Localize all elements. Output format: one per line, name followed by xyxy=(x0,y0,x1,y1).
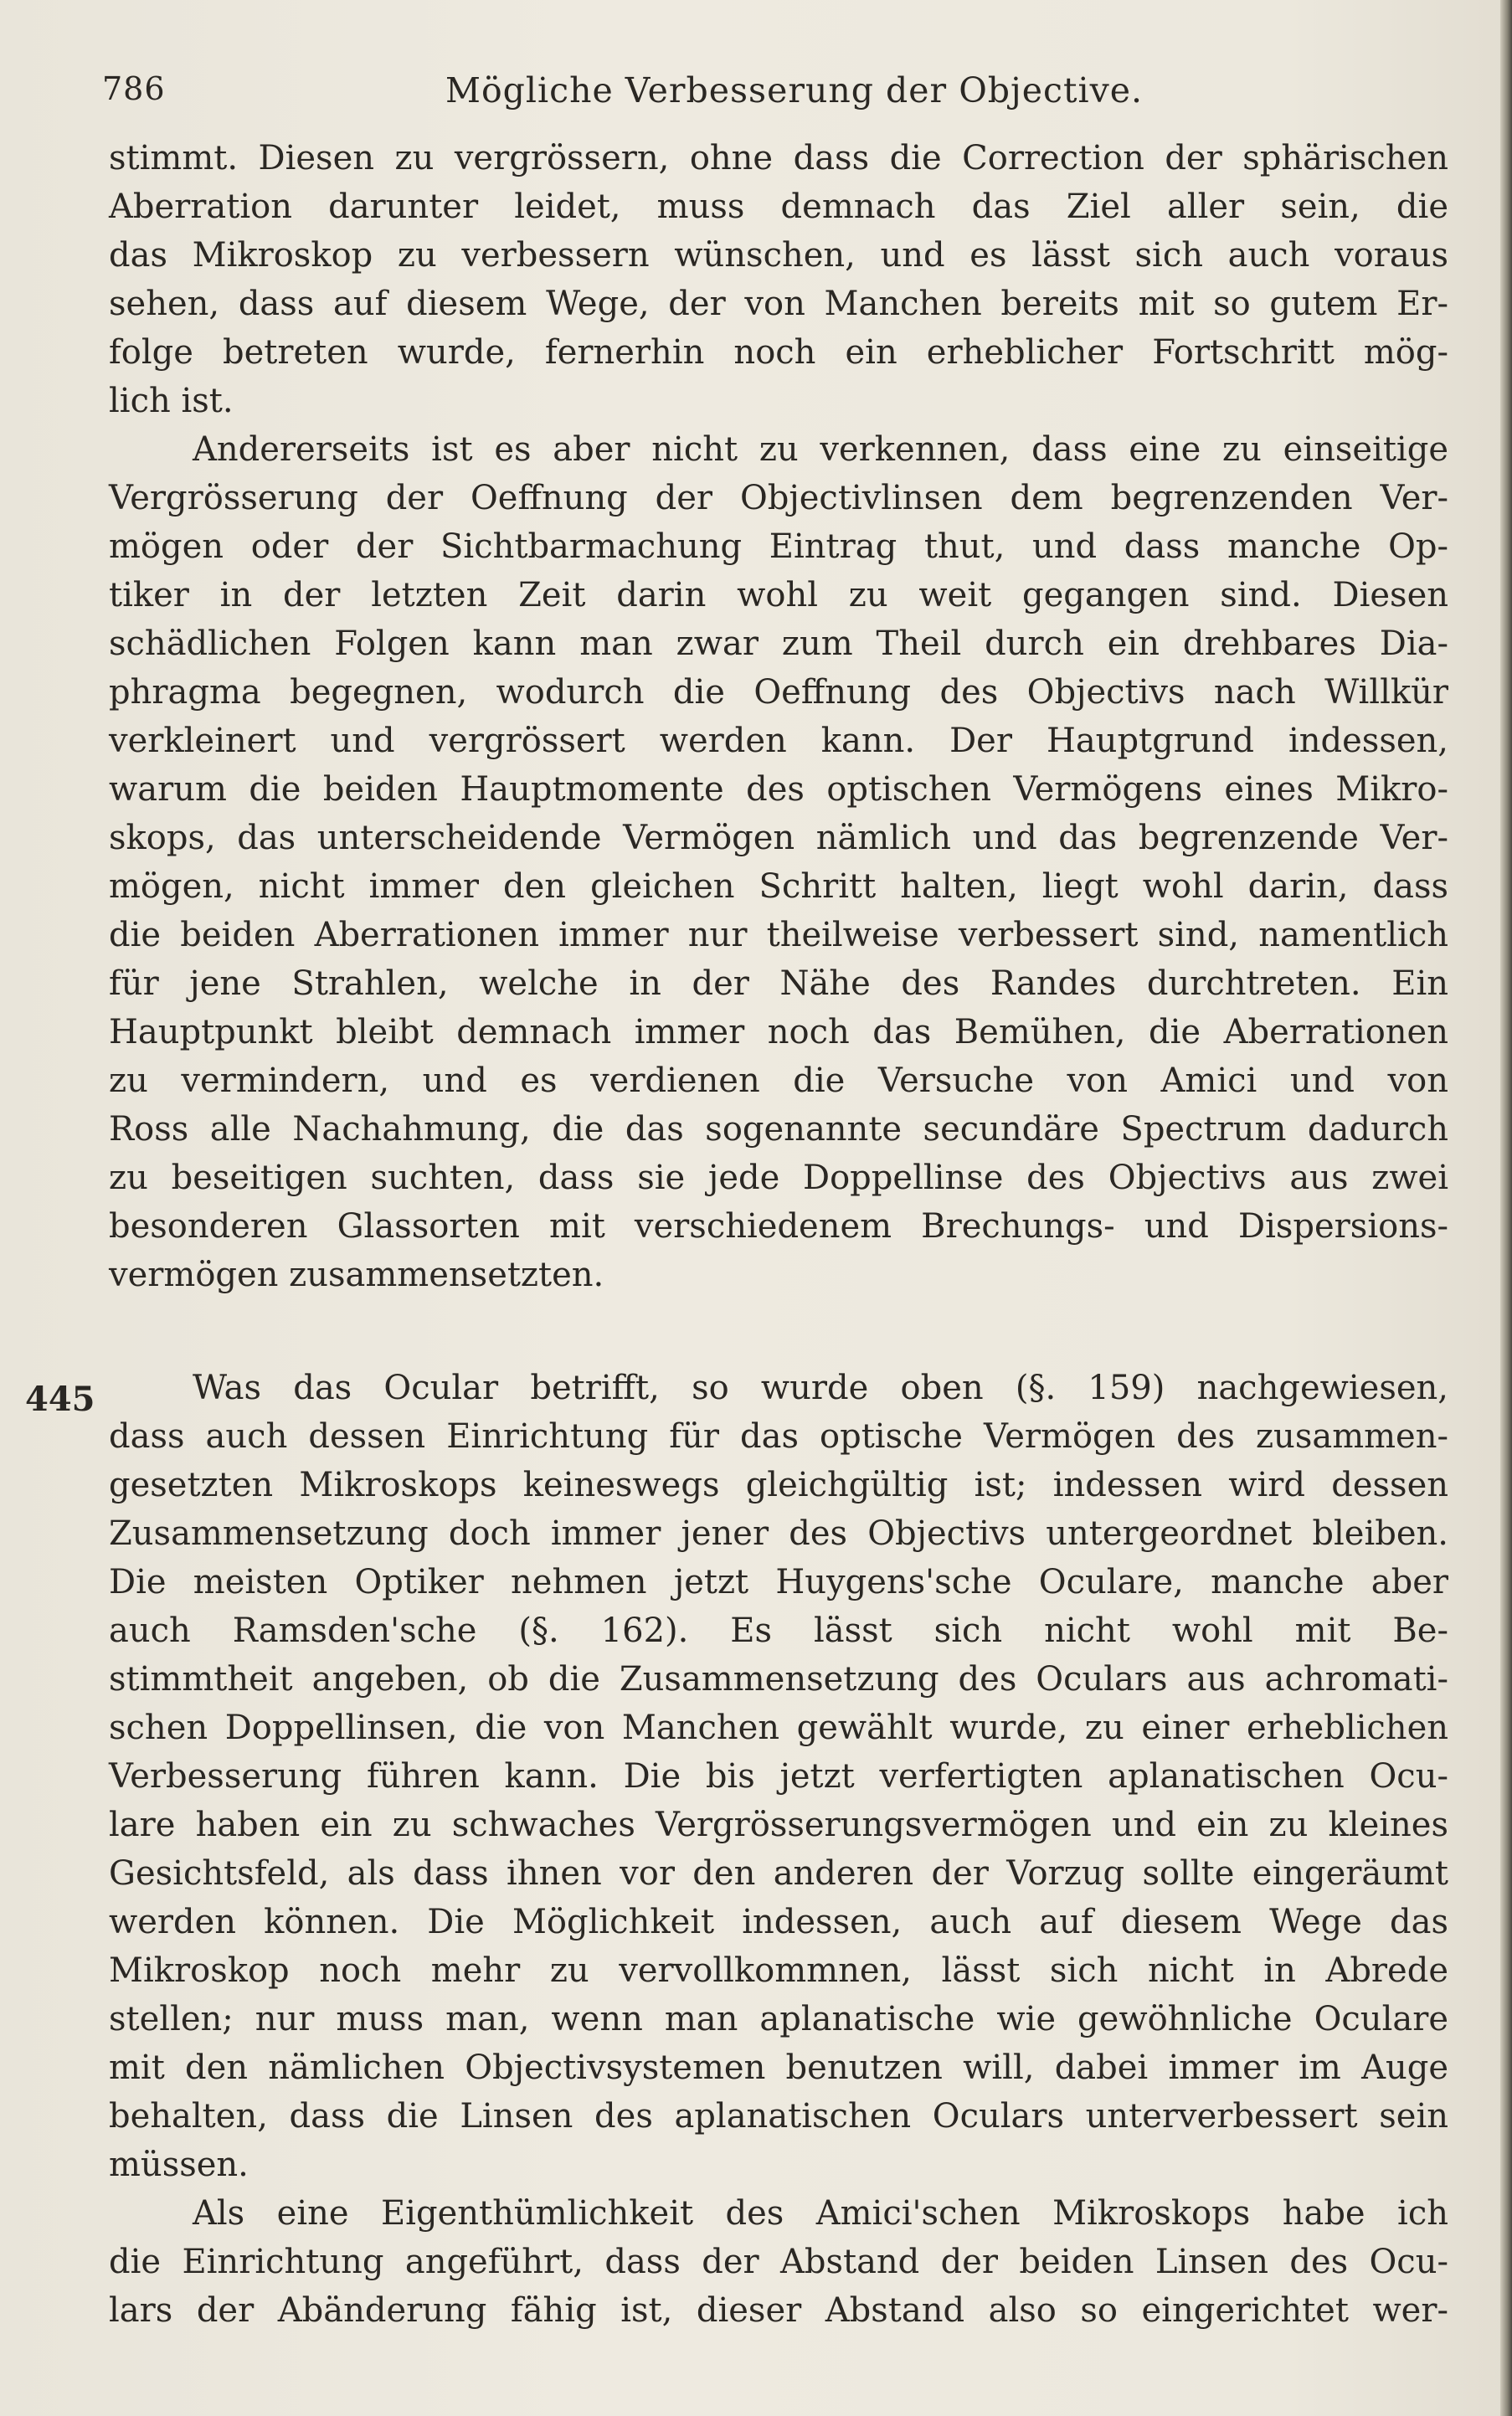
text-line: das Mikroskop zu verbessern wünschen, und es lässt sich auch voraus xyxy=(109,236,1448,275)
text-line: gesetzten Mikroskops keineswegs gleichgültig ist; indessen wird dessen xyxy=(109,1466,1448,1504)
text-line: Gesichtsfeld, als dass ihnen vor den anderen der Vorzug sollte eingeräumt xyxy=(109,1854,1448,1893)
text-line: Zusammensetzung doch immer jener des Objectivs untergeordnet bleiben. xyxy=(109,1514,1448,1553)
text-line: Was das Ocular betrifft, so wurde oben (§. 159) nachgewiesen, xyxy=(193,1369,1448,1407)
text-line: müssen. xyxy=(109,2146,249,2184)
text-line: Verbesserung führen kann. Die bis jetzt verfertigten aplanatischen Ocu- xyxy=(109,1757,1448,1796)
text-line: die beiden Aberrationen immer nur theilweise verbessert sind, namentlich xyxy=(109,916,1448,954)
running-title: Mögliche Verbesserung der Objective. xyxy=(445,70,1144,111)
text-line: folge betreten wurde, fernerhin noch ein erheblicher Fortschritt mög- xyxy=(109,333,1448,372)
paragraph-2 xyxy=(109,425,1448,1299)
text-line: Vergrösserung der Oeffnung der Objectivlinsen dem begrenzenden Ver- xyxy=(109,479,1448,517)
text-line: skops, das unterscheidende Vermögen nämlich und das begrenzende Ver- xyxy=(109,819,1448,857)
text-line: zu beseitigen suchten, dass sie jede Doppellinse des Objectivs aus zwei xyxy=(109,1159,1448,1197)
text-line: behalten, dass die Linsen des aplanatischen Oculars unterverbessert sein xyxy=(109,2097,1448,2136)
text-line: phragma begegnen, wodurch die Oeffnung des Objectivs nach Willkür xyxy=(109,673,1448,712)
text-line: Als eine Eigenthümlichkeit des Amici'schen Mikroskops habe ich xyxy=(193,2194,1448,2233)
text-line: schen Doppellinsen, die von Manchen gewählt wurde, zu einer erheblichen xyxy=(109,1709,1448,1747)
paragraph-3 xyxy=(109,1364,1448,2189)
text-line: stimmt. Diesen zu vergrössern, ohne dass die Correction der sphärischen xyxy=(109,139,1448,177)
text-line: Aberration darunter leidet, muss demnach das Ziel aller sein, die xyxy=(109,188,1448,226)
text-line: Die meisten Optiker nehmen jetzt Huygens'sche Oculare, manche aber xyxy=(109,1563,1448,1601)
text-line: sehen, dass auf diesem Wege, der von Manchen bereits mit so gutem Er- xyxy=(109,285,1448,323)
text-line: stimmtheit angeben, ob die Zusammensetzung des Oculars aus achromati- xyxy=(109,1660,1448,1699)
text-line: Hauptpunkt bleibt demnach immer noch das Bemühen, die Aberrationen xyxy=(109,1013,1448,1051)
running-header xyxy=(102,70,1442,121)
page-edge-shadow xyxy=(1500,0,1512,2416)
text-line: werden können. Die Möglichkeit indessen, auch auf diesem Wege das xyxy=(109,1903,1448,1941)
text-line: besonderen Glassorten mit verschiedenem Brechungs- und Dispersions- xyxy=(109,1207,1448,1246)
text-line: auch Ramsden'sche (§. 162). Es lässt sich nicht wohl mit Be- xyxy=(109,1612,1448,1650)
text-block-bottom xyxy=(109,1364,1448,2335)
text-line: lars der Abänderung fähig ist, dieser Abstand also so eingerichtet wer- xyxy=(109,2291,1448,2330)
text-line: vermögen zusammensetzten. xyxy=(109,1256,604,1294)
section-number: 445 xyxy=(25,1380,95,1419)
text-line: warum die beiden Hauptmomente des optischen Vermögens eines Mikro- xyxy=(109,770,1448,809)
page-number: 786 xyxy=(102,70,166,107)
text-line: mögen, nicht immer den gleichen Schritt halten, liegt wohl darin, dass xyxy=(109,867,1448,906)
text-line: die Einrichtung angeführt, dass der Abstand der beiden Linsen des Ocu- xyxy=(109,2243,1448,2281)
paragraph-1 xyxy=(109,134,1448,425)
text-line: für jene Strahlen, welche in der Nähe des Randes durchtreten. Ein xyxy=(109,964,1448,1003)
text-line: schädlichen Folgen kann man zwar zum Theil durch ein drehbares Dia- xyxy=(109,625,1448,663)
text-line: Mikroskop noch mehr zu vervollkommnen, lässt sich nicht in Abrede xyxy=(109,1951,1448,1990)
text-line: lich ist. xyxy=(109,382,234,420)
text-block-top xyxy=(109,134,1448,1299)
text-line: tiker in der letzten Zeit darin wohl zu weit gegangen sind. Diesen xyxy=(109,576,1448,614)
text-line: Ross alle Nachahmung, die das sogenannte secundäre Spectrum dadurch xyxy=(109,1110,1448,1149)
paragraph-4 xyxy=(109,2189,1448,2335)
text-line: mögen oder der Sichtbarmachung Eintrag thut, und dass manche Op- xyxy=(109,527,1448,566)
text-line: verkleinert und vergrössert werden kann. Der Hauptgrund indessen, xyxy=(109,722,1448,760)
text-line: mit den nämlichen Objectivsystemen benutzen will, dabei immer im Auge xyxy=(109,2048,1448,2087)
text-line: Andererseits ist es aber nicht zu verkennen, dass eine zu einseitige xyxy=(193,430,1448,469)
text-line: lare haben ein zu schwaches Vergrösserungsvermögen und ein zu kleines xyxy=(109,1806,1448,1844)
text-line: dass auch dessen Einrichtung für das optische Vermögen des zusammen- xyxy=(109,1417,1448,1456)
text-line: stellen; nur muss man, wenn man aplanatische wie gewöhnliche Oculare xyxy=(109,2000,1448,2038)
text-line: zu vermindern, und es verdienen die Versuche von Amici und von xyxy=(109,1061,1448,1100)
